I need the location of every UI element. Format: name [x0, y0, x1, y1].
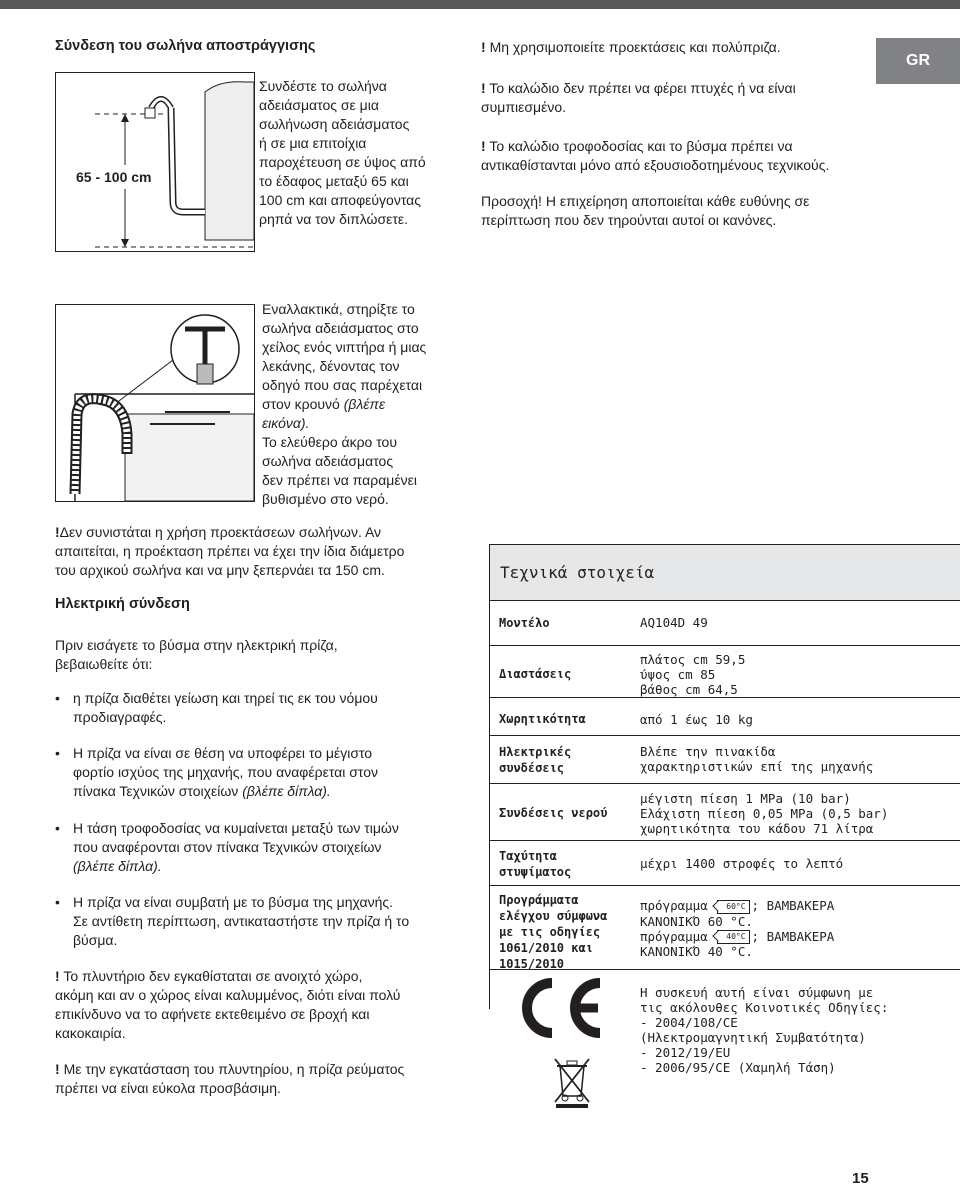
temp-60-icon — [717, 900, 749, 914]
basin-line: στον κρουνό — [262, 396, 340, 412]
intro-text: Πριν εισάγετε το βύσμα στην ηλεκτρική πρίζα, — [55, 637, 338, 653]
row-value: μέχρι 1400 στροφές το λεπτό — [640, 856, 844, 871]
list-text: που αναφέρονται στον πίνακα Τεχνικών στοιχείων — [73, 839, 382, 855]
drain-instructions — [259, 77, 426, 229]
row-label: Προγράμματα — [499, 893, 579, 907]
warning-4 — [481, 192, 901, 230]
note-text: κακοκαιρία. — [55, 1025, 126, 1041]
list-text: προδιαγραφές. — [73, 709, 167, 725]
list-text: φορτίο ισχύος της μηχανής, που αναφέρεται στον — [73, 764, 378, 780]
row-value: πρόγραμμα — [640, 898, 708, 913]
temp-label: 40°C — [726, 932, 746, 941]
row-value: Η συσκευή αυτή είναι σύμφωνη με — [640, 985, 874, 1000]
access-warning — [55, 1060, 475, 1098]
row-value: ; ΒΑΜΒΑΚΕΡΑ — [751, 928, 835, 944]
row-value: από 1 έως 10 kg — [640, 712, 753, 727]
warning-text: Προσοχή! Η επιχείρηση αποποιείται κάθε ευθύνης σε — [481, 193, 810, 209]
bullet: • — [55, 820, 60, 836]
row-label: ελέγχου σύμφωνα — [499, 909, 608, 923]
drain-line: αδειάσματος σε μια — [259, 97, 379, 113]
bullet: • — [55, 745, 60, 761]
list-text: Η τάση τροφοδοσίας να κυμαίνεται μεταξύ των τιμών — [73, 820, 399, 836]
warning-text: περίπτωση που δεν τηρούνται αυτοί οι κανόνες. — [481, 212, 777, 228]
row-value: AQ104D 49 — [640, 615, 708, 630]
drain-line: 100 cm και αποφεύγοντας — [259, 192, 421, 208]
tap-nozzle-icon — [197, 364, 213, 384]
section-title-drain: Σύνδεση του σωλήνα αποστράγγισης — [55, 38, 316, 54]
note-text: Με την εγκατάσταση του πλυντηρίου, η πρίζα ρεύματος — [63, 1061, 405, 1077]
note-text: απαιτείται, η προέκταση πρέπει να έχει την ίδια διάμετρο — [55, 543, 405, 559]
table-row — [489, 735, 960, 783]
row-value: - 2004/108/CE — [640, 1015, 738, 1030]
list-text: Η πρίζα να είναι σε θέση να υποφέρει το μέγιστο — [73, 745, 373, 761]
basin-line: βυθισμένο στο νερό. — [262, 491, 389, 507]
warning-text: Το καλώδιο δεν πρέπει να φέρει πτυχές ή να είναι — [489, 80, 796, 96]
page-number: 15 — [852, 1170, 869, 1187]
row-label: Συνδέσεις νερού — [499, 806, 608, 820]
top-bar — [0, 0, 960, 9]
table-title: Τεχνικά στοιχεία — [489, 544, 960, 600]
drain-line: ρηπά να τον διπλώσετε. — [259, 211, 409, 227]
basin-line: Εναλλακτικά, στηρίξτε το — [262, 301, 415, 317]
basin-line: δεν πρέπει να παραμένει — [262, 472, 417, 488]
list-text: βύσμα. — [73, 932, 118, 948]
drain-line: σωλήνωση αδειάσματος — [259, 116, 410, 132]
drain-hose-wall-figure — [55, 72, 255, 252]
warning-3 — [481, 137, 901, 175]
basin-line: λεκάνης, δένοντας τον — [262, 358, 400, 374]
list-item — [55, 744, 475, 801]
weee-bin-icon — [552, 1056, 592, 1108]
warning-text: αντικαθίστανται μόνο από εξουσιοδοτημένους τεχνικούς. — [481, 157, 830, 173]
row-label: Ηλεκτρικές — [499, 745, 572, 759]
basin-instructions — [262, 300, 426, 509]
row-value: (Ηλεκτρομαγνητική Συμβατότητα) — [640, 1030, 866, 1045]
row-label: 1061/2010 και — [499, 941, 593, 955]
figure-reference: (βλέπε δίπλα). — [242, 783, 331, 799]
list-text: Σε αντίθετη περίπτωση, αντικαταστήστε την πρίζα ή το — [73, 913, 410, 929]
dimension-label: 65 - 100 cm — [74, 165, 154, 189]
warning-1 — [481, 38, 861, 57]
language-tab — [876, 38, 960, 84]
row-value: ύψος cm 85 — [640, 667, 716, 682]
table-row — [489, 697, 960, 735]
ce-mark-icon — [512, 977, 608, 1039]
row-label: 1015/2010 — [499, 957, 565, 971]
warning-text: Το καλώδιο τροφοδοσίας και το βύσμα πρέπει να — [489, 138, 793, 154]
list-text: πίνακα Τεχνικών στοιχείων — [73, 783, 239, 799]
outdoor-warning — [55, 967, 475, 1043]
arrow-up-icon — [121, 114, 129, 122]
list-item — [55, 689, 475, 727]
row-value: μέγιστη πίεση 1 MPa (10 bar) — [640, 791, 851, 806]
temp-40-icon — [717, 930, 749, 944]
row-value: ΚΑΝΟΝΙΚΌ 40 °C. — [640, 944, 753, 959]
list-text: Η πρίζα να είναι συμβατή με το βύσμα της μηχανής. — [73, 894, 393, 910]
drain-line: ή σε μια επιτοίχια — [259, 135, 367, 151]
row-label: Χωρητικότητα — [499, 712, 586, 726]
row-value: χωρητικότητα του κάδου 71 λίτρα — [640, 821, 874, 836]
temp-label: 60°C — [726, 901, 746, 911]
table-row — [489, 645, 960, 697]
table-row — [489, 783, 960, 840]
row-label: Διαστάσεις — [499, 667, 572, 681]
row-value: Βλέπε την πινακίδα — [640, 744, 776, 759]
warning-text: συμπιεσμένο. — [481, 99, 566, 115]
basin-line: σωλήνα αδειάσματος στο — [262, 320, 419, 336]
warning-mark: ! — [481, 80, 486, 96]
row-value: πρόγραμμα — [640, 928, 708, 944]
warning-mark: ! — [481, 138, 486, 154]
bullet: • — [55, 894, 60, 910]
note-text: του αρχικού σωλήνα και να μην ξεπερνάει τα 150 cm. — [55, 562, 385, 578]
warning-mark: ! — [55, 968, 60, 984]
row-label: Ταχύτητα — [499, 849, 557, 863]
list-item — [55, 819, 475, 876]
language-code: GR — [906, 52, 930, 69]
row-value: βάθος cm 64,5 — [640, 682, 738, 697]
machine-side-icon — [205, 82, 254, 240]
note-text: πρέπει να είναι εύκολα προσβάσιμη. — [55, 1080, 281, 1096]
row-value: τις ακόλουθες Κοινοτικές Οδηγίες: — [640, 1000, 889, 1015]
figure-reference: εικόνα). — [262, 415, 310, 431]
note-text: Δεν συνιστάται η χρήση προεκτάσεων σωλήνων. Αν — [59, 524, 382, 540]
row-value: χαρακτηριστικών επί της μηχανής — [640, 759, 874, 774]
basin-line: χείλος ενός νιπτήρα ή μιας — [262, 339, 427, 355]
drain-line: το έδαφος μεταξύ 65 και — [259, 173, 409, 189]
row-label: με τις οδηγίες — [499, 925, 601, 939]
table-row — [489, 840, 960, 885]
warning-text: Μη χρησιμοποιείτε προεκτάσεις και πολύπριζα. — [489, 39, 781, 55]
row-value: Ελάχιστη πίεση 0,05 MPa (0,5 bar) — [640, 806, 889, 821]
figure-reference: (βλέπε δίπλα). — [73, 858, 162, 874]
extension-note — [55, 523, 475, 580]
arrow-down-icon — [121, 239, 129, 247]
figure-reference: (βλέπε — [343, 396, 385, 412]
warning-mark: ! — [55, 1061, 60, 1077]
section-title-electrical: Ηλεκτρική σύνδεση — [55, 596, 190, 612]
drain-hose-basin-figure — [55, 304, 255, 502]
note-text: ακόμη και αν ο χώρος είναι καλυμμένος, διότι είναι πολύ — [55, 987, 401, 1003]
table-row — [489, 885, 960, 969]
row-value: πλάτος cm 59,5 — [640, 652, 746, 667]
list-item — [55, 893, 475, 950]
basin-icon — [125, 414, 254, 501]
warning-mark: ! — [481, 39, 486, 55]
basin-line: Το ελεύθερο άκρο του — [262, 434, 398, 450]
drain-line: παροχέτευση σε ύψος από — [259, 154, 426, 170]
row-label: στυψίματος — [499, 865, 572, 879]
bullet: • — [55, 690, 60, 706]
table-row — [489, 600, 960, 645]
warning-mark: ! — [55, 524, 60, 540]
row-label: Μοντέλο — [499, 616, 550, 630]
row-value: ΚΑΝΟΝΙΚΌ 60 °C. — [640, 913, 753, 929]
warning-2 — [481, 79, 871, 117]
row-label: συνδέσεις — [499, 761, 565, 775]
basin-line: σωλήνα αδειάσματος — [262, 453, 394, 469]
row-value: - 2012/19/EU — [640, 1045, 731, 1060]
note-text: επικίνδυνο να το αφήνετε εκτεθειμένο σε βροχή και — [55, 1006, 370, 1022]
list-text: η πρίζα διαθέτει γείωση και τηρεί τις εκ του νόμου — [73, 690, 378, 706]
electrical-intro — [55, 636, 338, 674]
note-text: Το πλυντήριο δεν εγκαθίσταται σε ανοιχτό χώρο, — [63, 968, 363, 984]
row-value: - 2006/95/CE (Χαμηλή Τάση) — [640, 1060, 836, 1075]
row-value: ; ΒΑΜΒΑΚΕΡΑ — [751, 898, 835, 913]
intro-text: βεβαιωθείτε ότι: — [55, 656, 153, 672]
basin-line: οδηγό που σας παρέχεται — [262, 377, 423, 393]
drain-line: Συνδέστε το σωλήνα — [259, 78, 387, 94]
